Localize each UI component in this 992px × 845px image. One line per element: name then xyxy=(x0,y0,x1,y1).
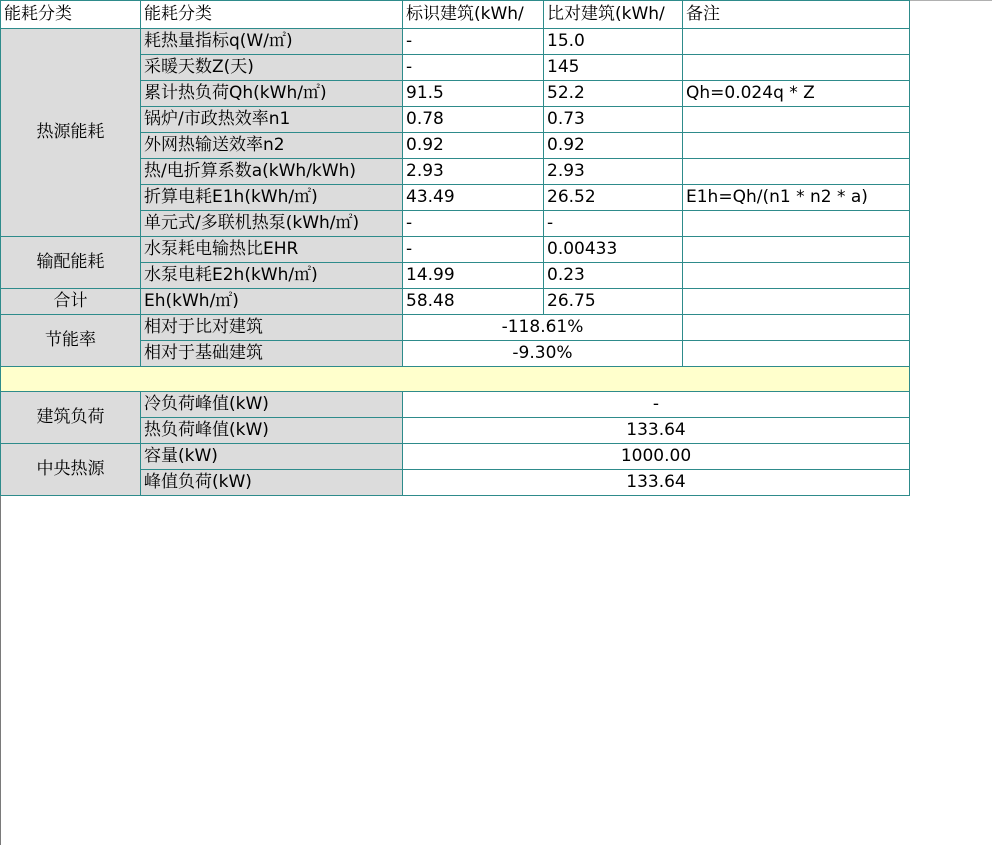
row-label[interactable]: 热负荷峰值(kW) xyxy=(141,418,403,444)
cell-value[interactable]: 133.64 xyxy=(403,418,910,444)
table-row xyxy=(1,289,910,315)
cell-note[interactable] xyxy=(683,211,910,237)
table-row xyxy=(1,237,910,263)
cell-value[interactable]: 43.49 xyxy=(403,185,544,211)
table-row xyxy=(1,392,910,418)
cell-value[interactable]: - xyxy=(403,237,544,263)
cell-value[interactable]: 14.99 xyxy=(403,263,544,289)
row-label[interactable]: 外网热输送效率n2 xyxy=(141,133,403,159)
row-label[interactable]: 采暖天数Z(天) xyxy=(141,55,403,81)
cell-value[interactable]: - xyxy=(403,29,544,55)
table-row xyxy=(1,315,910,341)
table-row xyxy=(1,444,910,470)
cell-value[interactable]: 0.73 xyxy=(544,107,683,133)
cell-value[interactable]: 26.75 xyxy=(544,289,683,315)
cell-value[interactable]: 0.92 xyxy=(544,133,683,159)
header-cell[interactable]: 标识建筑(kWh/ xyxy=(403,1,544,29)
row-label[interactable]: 水泵耗电输热比EHR xyxy=(141,237,403,263)
cell-value[interactable]: - xyxy=(403,392,910,418)
cell-value[interactable]: 2.93 xyxy=(544,159,683,185)
section-distribution[interactable]: 输配能耗 xyxy=(1,237,141,289)
cell-note[interactable] xyxy=(683,237,910,263)
cell-value[interactable]: 26.52 xyxy=(544,185,683,211)
cell-value[interactable]: 2.93 xyxy=(403,159,544,185)
cell-value[interactable]: 58.48 xyxy=(403,289,544,315)
cell-note[interactable] xyxy=(683,315,910,341)
row-label[interactable]: 热/电折算系数a(kWh/kWh) xyxy=(141,159,403,185)
row-label[interactable]: 累计热负荷Qh(kWh/㎡) xyxy=(141,81,403,107)
row-label[interactable]: Eh(kWh/㎡) xyxy=(141,289,403,315)
cell-note[interactable] xyxy=(683,341,910,367)
header-row xyxy=(1,1,910,29)
cell-note[interactable] xyxy=(683,159,910,185)
row-label[interactable]: 水泵电耗E2h(kWh/㎡) xyxy=(141,263,403,289)
yellow-band[interactable] xyxy=(1,367,910,392)
section-central-heat[interactable]: 中央热源 xyxy=(1,444,141,496)
cell-value[interactable]: 0.00433 xyxy=(544,237,683,263)
row-label[interactable]: 相对于基础建筑 xyxy=(141,341,403,367)
cell-note[interactable] xyxy=(683,55,910,81)
cell-value[interactable]: - xyxy=(544,211,683,237)
cell-note[interactable]: E1h=Qh/(n1 * n2 * a) xyxy=(683,185,910,211)
cell-note[interactable] xyxy=(683,263,910,289)
row-label[interactable]: 单元式/多联机热泵(kWh/㎡) xyxy=(141,211,403,237)
section-building-load[interactable]: 建筑负荷 xyxy=(1,392,141,444)
cell-note[interactable]: Qh=0.024q * Z xyxy=(683,81,910,107)
cell-value[interactable]: 1000.00 xyxy=(403,444,910,470)
cell-value[interactable]: -118.61% xyxy=(403,315,683,341)
header-extension-line xyxy=(909,0,992,3)
row-label[interactable]: 折算电耗E1h(kWh/㎡) xyxy=(141,185,403,211)
section-saving-rate[interactable]: 节能率 xyxy=(1,315,141,367)
table-row xyxy=(1,29,910,55)
header-cell[interactable]: 比对建筑(kWh/ xyxy=(544,1,683,29)
spacer-row xyxy=(1,367,910,392)
row-label[interactable]: 锅炉/市政热效率n1 xyxy=(141,107,403,133)
row-label[interactable]: 冷负荷峰值(kW) xyxy=(141,392,403,418)
header-cell[interactable]: 能耗分类 xyxy=(1,1,141,29)
section-heat-source[interactable]: 热源能耗 xyxy=(1,29,141,237)
cell-value[interactable]: -9.30% xyxy=(403,341,683,367)
cell-note[interactable] xyxy=(683,289,910,315)
row-label[interactable]: 峰值负荷(kW) xyxy=(141,470,403,496)
cell-note[interactable] xyxy=(683,133,910,159)
cell-value[interactable]: 133.64 xyxy=(403,470,910,496)
header-cell[interactable]: 备注 xyxy=(683,1,910,29)
section-total[interactable]: 合计 xyxy=(1,289,141,315)
cell-value[interactable]: 145 xyxy=(544,55,683,81)
row-label[interactable]: 耗热量指标q(W/㎡) xyxy=(141,29,403,55)
cell-value[interactable]: 0.92 xyxy=(403,133,544,159)
cell-value[interactable]: - xyxy=(403,211,544,237)
row-label[interactable]: 容量(kW) xyxy=(141,444,403,470)
cell-value[interactable]: 15.0 xyxy=(544,29,683,55)
cell-value[interactable]: - xyxy=(403,55,544,81)
cell-value[interactable]: 91.5 xyxy=(403,81,544,107)
cell-value[interactable]: 52.2 xyxy=(544,81,683,107)
cell-note[interactable] xyxy=(683,29,910,55)
cell-note[interactable] xyxy=(683,107,910,133)
row-label[interactable]: 相对于比对建筑 xyxy=(141,315,403,341)
header-cell[interactable]: 能耗分类 xyxy=(141,1,403,29)
cell-value[interactable]: 0.23 xyxy=(544,263,683,289)
cell-value[interactable]: 0.78 xyxy=(403,107,544,133)
